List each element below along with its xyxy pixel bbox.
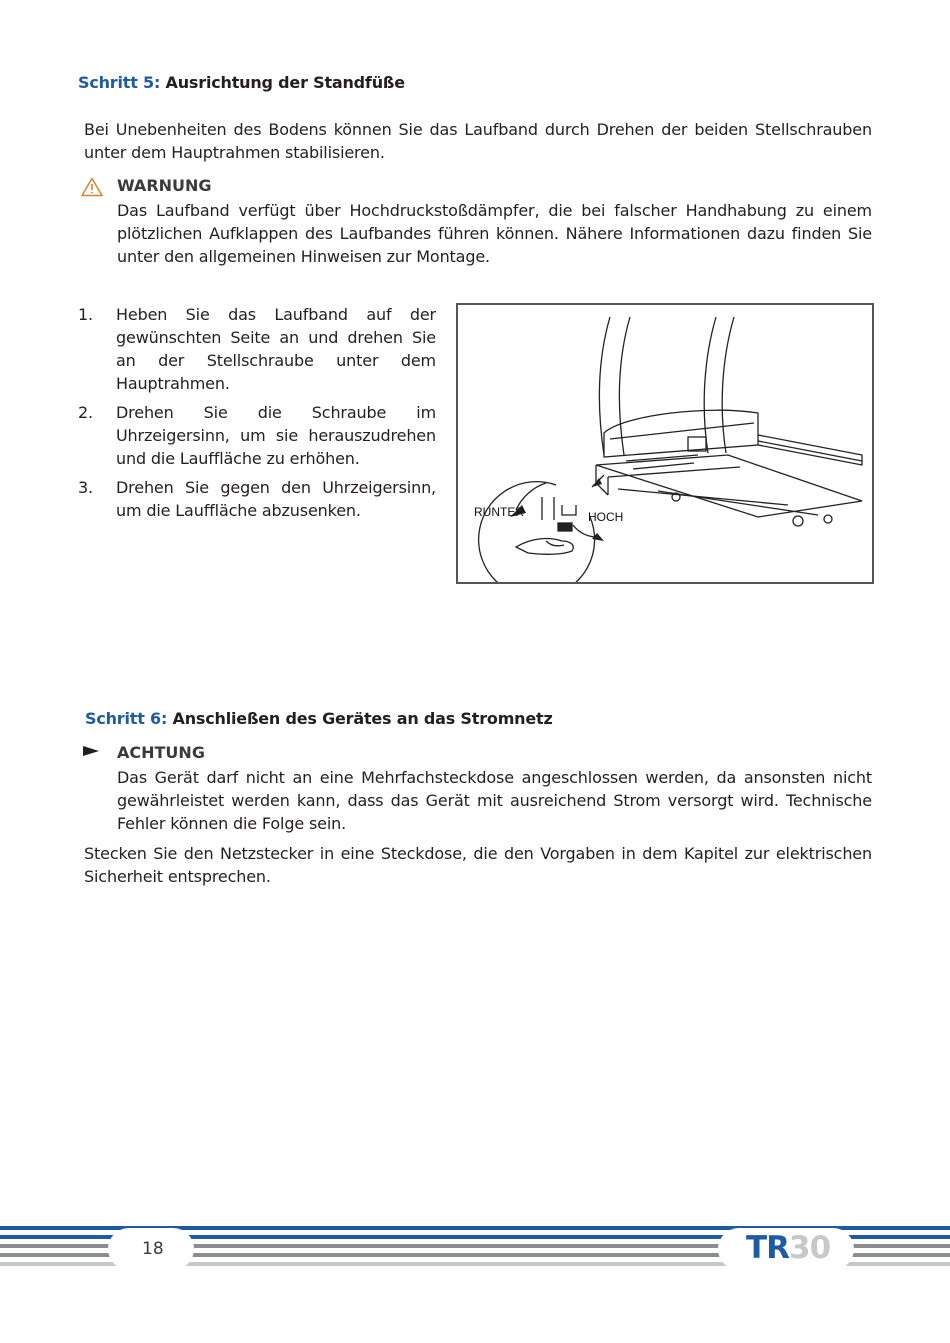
step5-list (78, 303, 436, 528)
step5-intro: Bei Unebenheiten des Bodens können Sie das Laufband durch Drehen der beiden Stellschrauben unter dem Hauptrahmen stabilisieren. (84, 120, 872, 162)
step6-outro: Stecken Sie den Netzstecker in eine Steckdose, die den Vorgaben in dem Kapitel zur elektrischen Sicherheit entsprechen. (84, 844, 872, 886)
list-item: 1. Heben Sie das Laufband auf der gewünschten Seite an und drehen Sie an der Stellschraube unter dem Hauptrahmen. (78, 305, 436, 393)
warning-icon (81, 177, 103, 197)
list-item: 2. Drehen Sie die Schraube im Uhrzeigersinn, um sie herauszudrehen und die Lauffläche zu erhöhen. (78, 403, 436, 468)
list-item: 3. Drehen Sie gegen den Uhrzeigersinn, um die Lauffläche abzusenken. (78, 478, 436, 520)
model-logo: TR30 (746, 1230, 831, 1266)
caution-arrow-icon (82, 745, 100, 757)
step5-heading (78, 73, 405, 92)
warning-label: WARNUNG (117, 176, 212, 195)
step5-label: Schritt 5: (78, 73, 161, 92)
step5-title: Ausrichtung der Standfüße (160, 73, 405, 92)
step6-label: Schritt 6: (85, 709, 168, 728)
warning-text: Das Laufband verfügt über Hochdruckstoßdämpfer, die bei falscher Handhabung zu einem plötzlichen Aufklappen des Laufbandes führen können. Nähere Informationen dazu finden Sie unter den allgemeinen Hinweisen zur Montage. (117, 201, 872, 266)
step6-title: Anschließen des Gerätes an das Stromnetz (167, 709, 553, 728)
page-number: 18 (142, 1239, 164, 1259)
caution-text: Das Gerät darf nicht an eine Mehrfachsteckdose angeschlossen werden, da ansonsten nicht gewährleistet werden kann, dass das Gerät mit ausreichend Strom versorgt wird. Technische Fehler können die Folge sein. (117, 768, 872, 833)
figure-label-up: HOCH (588, 510, 624, 524)
treadmill-illustration (458, 305, 872, 582)
caution-label: ACHTUNG (117, 743, 205, 762)
step6-heading (85, 709, 553, 728)
leveling-figure (456, 303, 874, 584)
figure-label-down: RUNTER (474, 505, 524, 519)
